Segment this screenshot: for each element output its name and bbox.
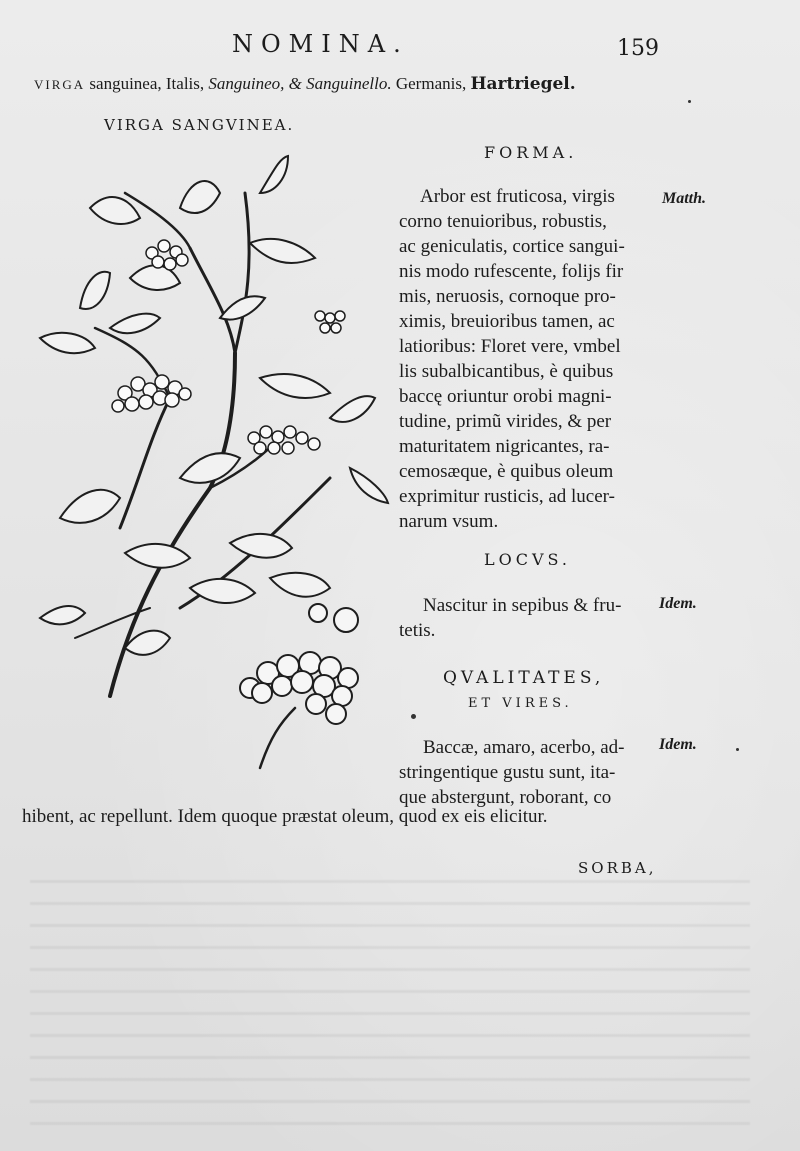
text-line: stringentique gustu sunt, ita-	[399, 762, 616, 783]
text-line: cemosæque, è quibus oleum	[399, 461, 614, 482]
text-line: Arbor est fruticosa, virgis	[420, 186, 615, 207]
catchword: SORBA,	[578, 859, 657, 877]
text-line: baccę oriuntur orobi magni-	[399, 386, 612, 407]
text-line: que abstergunt, roborant, co	[399, 787, 612, 808]
margin-note-idem: Idem.	[659, 595, 697, 612]
ink-speck	[688, 100, 691, 103]
names-label: VIRGA	[34, 77, 86, 92]
text-line: exprimitur rusticis, ad lucer-	[399, 486, 615, 507]
text-line: nis modo rufescente, folijs fir	[399, 261, 624, 282]
text-line: ac geniculatis, cortice sangui-	[399, 236, 625, 257]
botanical-woodcut-illustration	[30, 148, 410, 788]
text-line: tudine, primũ virides, & per	[399, 411, 612, 432]
margin-note-matth: Matth.	[662, 190, 707, 207]
text-line: mis, neruosis, cornoque pro-	[399, 286, 616, 307]
names-germanis: Germanis,	[395, 74, 467, 93]
names-italian: Sanguineo, & Sanguinello.	[208, 74, 392, 93]
text-line: tetis.	[399, 620, 436, 641]
text-line: narum vsum.	[399, 511, 499, 532]
show-through-text	[30, 880, 750, 1130]
page-number: 159	[617, 36, 659, 61]
text-line: corno tenuioribus, robustis,	[399, 211, 607, 232]
text-line: maturitatem nigricantes, ra-	[399, 436, 610, 457]
text-line: ximis, breuioribus tamen, ac	[399, 311, 615, 332]
margin-note-idem: Idem.	[659, 736, 697, 753]
ink-speck	[736, 748, 739, 751]
text-line: Nascitur in sepibus & fru-	[423, 595, 622, 616]
heading-forma: FORMA.	[484, 143, 578, 162]
plate-caption: VIRGA SANGVINEA.	[104, 116, 295, 134]
heading-locus: LOCVS.	[484, 550, 572, 569]
ink-speck	[411, 714, 416, 719]
heading-et-vires: ET VIRES.	[468, 696, 573, 711]
heading-qualitates: QVALITATES,	[443, 668, 605, 688]
text-line: Baccæ, amaro, acerbo, ad-	[423, 737, 625, 758]
text-line: latioribus: Floret vere, vmbel	[399, 336, 621, 357]
text-line: lis subalbicantibus, è quibus	[399, 361, 614, 382]
text-line-fullwidth: hibent, ac repellunt. Idem quoque præstat oleum, quod ex eis elicitur.	[22, 806, 548, 827]
names-german: Hartriegel.	[470, 74, 576, 94]
names-line	[34, 74, 576, 94]
running-head: NOMINA.	[232, 30, 409, 58]
names-latin: sanguinea, Italis,	[89, 74, 205, 93]
